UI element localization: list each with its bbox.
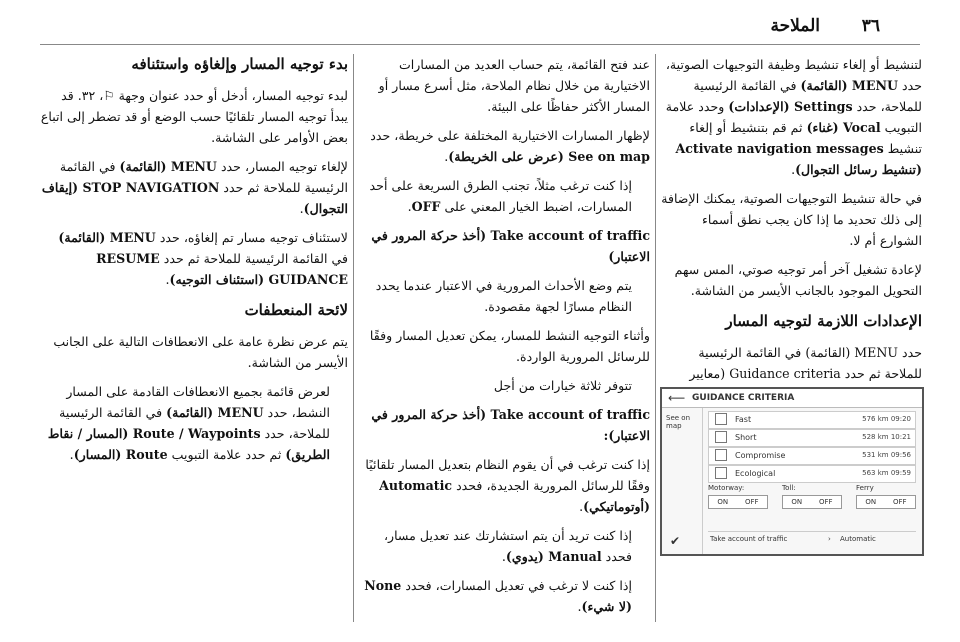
paragraph: لاستئناف توجيه مسار تم إلغاؤه، حدد MENU (القائمة) في القائمة الرئيسية للملاحة ثم حدد RESUME GUIDANCE (استئناف التوجيه). [58,230,348,287]
subheading: Take account of traffic (أخذ حركة المرور في الاعتبار): [371,407,650,443]
section-heading: بدء توجيه المسار وإلغاؤه واستئنافه [131,55,348,73]
option-toll: Toll: ON OFF [782,484,842,509]
option-ferry: Ferry ON OFF [856,484,916,509]
criteria-row: Compromise 531 km 09:56 [708,447,916,465]
paragraph: لتنشيط أو إلغاء تنشيط وظيفة التوجيهات الصوتية، حدد MENU (القائمة) في القائمة الرئيسية للملاحة، حدد Settings (الإعدادات) وحدد علامة التبويب Vocal (غناء) ثم قم بتنشيط أو إلغاء تنشيط Activate navigation messages (تنشيط رسائل التجوال). [665,57,922,177]
paragraph: عند فتح القائمة، يتم حساب العديد من المسارات الاختيارية من خلال نظام الملاحة، مثل أسرع مسار أو المسار الأكثر حفاظًا على البيئة. [378,57,650,114]
criteria-row: Fast 576 km 09:20 [708,411,916,429]
route-options [708,484,916,524]
guidance-criteria-screenshot [660,387,924,556]
paragraph: لإعادة تشغيل آخر أمر توجيه صوتي، المس سهم التحويل الموجود بالجانب الأيسر من الشاشة. [674,262,922,298]
paragraph: إذا كنت تريد أن يتم استشارتك عند تعديل مسار، فحدد Manual (يدوي). [383,528,632,564]
confirm-check-icon: ✔ [670,534,681,548]
paragraph: يتم وضع الأحداث المرورية في الاعتبار عندما يحدد النظام مسارًا لجهة مقصودة. [375,278,632,314]
column-middle [362,54,650,622]
screenshot-sidebar [662,408,703,554]
subheading: Take account of traffic (أخذ حركة المرور في الاعتبار) [371,228,650,264]
criteria-row: Short 528 km 10:21 [708,429,916,447]
paragraph: في حالة تنشيط التوجيهات الصوتية، يمكنك الإضافة إلى ذلك تحديد ما إذا كان يجب نطق أسماء الشوارع أم لا. [661,191,922,248]
checkbox-icon [715,449,727,461]
back-arrow-icon: ⟵ [668,391,686,405]
paragraph: تتوفر ثلاثة خيارات من أجل [493,378,632,393]
paragraph: لإلغاء توجيه المسار، حدد MENU (القائمة) في القائمة الرئيسية للملاحة ثم حدد STOP NAVIGATION (إيقاف التجوال). [41,159,348,216]
paragraph: لبدء توجيه المسار، أدخل أو حدد عنوان وجهة ⚐، ٣٢. قد يبدأ توجيه المسار تلقائيًا حسب الوضع أو قد تضطر إلى اتباع بعض الأوامر على الشاشة. [40,88,348,145]
page-title: الملاحة [770,16,820,36]
chevron-right-icon: › [828,535,831,543]
paragraph: إذا كنت ترغب مثلاً، تجنب الطرق السريعة على أحد المسارات، اضبط الخيار المعني على OFF. [369,178,632,214]
see-on-map-label: See on map [666,414,691,430]
column-divider [655,54,656,622]
checkbox-icon [715,431,727,443]
paragraph: إذا كنت لا ترغب في تعديل المسارات، فحدد None (لا شيء). [364,578,632,614]
paragraph: لإظهار المسارات الاختيارية المختلفة على خريطة، حدد See on map (عرض على الخريطة). [370,128,650,164]
screenshot-titlebar [662,389,922,408]
traffic-setting-row: Take account of traffic › Automatic [708,531,916,546]
section-heading: الإعدادات اللازمة لتوجيه المسار [725,312,922,330]
paragraph: يتم عرض نظرة عامة على الانعطافات التالية على الجانب الأيسر من الشاشة. [53,334,348,370]
paragraph: إذا كنت ترغب في أن يقوم النظام بتعديل المسار تلقائيًا وفقًا للرسائل المرورية الجديدة، فحدد Automatic (أوتوماتيكي). [365,457,650,514]
checkbox-icon [715,467,727,479]
paragraph: حدد MENU (القائمة) في القائمة الرئيسية للملاحة ثم حدد Guidance criteria (معايير [689,345,922,381]
criteria-row: Ecological 563 km 09:59 [708,465,916,483]
column-left [40,54,348,622]
paragraph: لعرض قائمة بجميع الانعطافات القادمة على المسار النشط، حدد MENU (القائمة) في القائمة الرئيسية للملاحة، حدد Route / Waypoints (المسار / نقاط الطريق) ثم حدد علامة التبويب Route (المسار). [47,384,330,462]
page-number: ٣٦ [861,16,880,36]
page-header [40,16,920,38]
section-heading: لائحة المنعطفات [244,301,348,319]
checkbox-icon [715,413,727,425]
header-rule [40,44,920,45]
screenshot-title: GUIDANCE CRITERIA [692,393,795,403]
option-motorway: Motorway: ON OFF [708,484,768,509]
column-divider [353,54,354,622]
paragraph: وأثناء التوجيه النشط للمسار، يمكن تعديل المسار وفقًا للرسائل المرورية الواردة. [369,328,650,364]
